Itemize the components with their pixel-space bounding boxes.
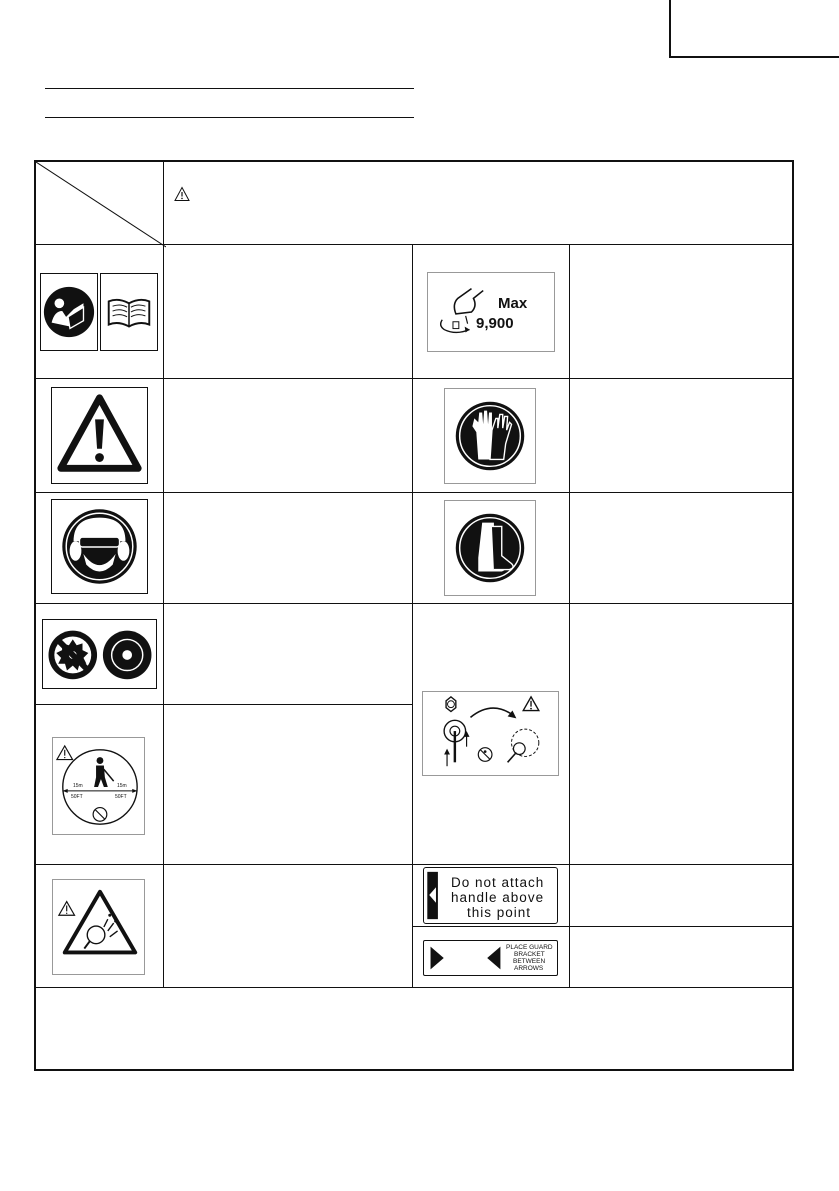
bystander-distance-icon: [52, 737, 145, 835]
row-divider: [412, 926, 793, 927]
title-rule-bottom: [45, 117, 414, 118]
distance-label-right-m: 15m: [117, 783, 127, 789]
row-divider: [35, 244, 793, 245]
distance-label-right-ft: 50FT: [115, 794, 127, 800]
row-divider: [35, 492, 793, 493]
section-title: [45, 92, 414, 112]
manual-book-icon: [100, 273, 158, 351]
handle-position-icon: [423, 867, 558, 924]
thrown-objects-icon: [52, 879, 145, 975]
distance-label-left-m: 15m: [73, 783, 83, 789]
guard-label-line1: PLACE GUARD: [506, 944, 553, 951]
col-divider: [163, 161, 164, 987]
head-protection-icon: [51, 499, 148, 594]
blade-symbols-box: [42, 619, 157, 689]
row-divider: [35, 704, 412, 705]
corner-tab: [669, 0, 839, 58]
rotation-check-icon: [422, 691, 559, 776]
warning-triangle-icon: [51, 387, 148, 484]
handle-label-line1: Do not attach: [451, 875, 545, 890]
handle-label-line2: handle above: [451, 890, 545, 905]
max-speed-icon: [427, 272, 555, 352]
guard-label-line3: BETWEEN: [513, 958, 546, 965]
guard-label-line2: BRACKET: [514, 951, 545, 958]
boots-icon: [444, 500, 536, 596]
guard-label-line4: ARROWS: [514, 965, 544, 972]
read-manual-icon: [40, 273, 98, 351]
row-divider: [35, 378, 793, 379]
warning-small-icon: [174, 186, 190, 202]
col-divider: [412, 244, 413, 987]
col-divider: [569, 244, 570, 987]
row-divider: [35, 603, 793, 604]
max-speed-value: 9,900: [476, 315, 514, 332]
max-speed-label: Max: [498, 295, 528, 312]
row-divider: [35, 987, 793, 988]
distance-label-left-ft: 50FT: [71, 794, 83, 800]
header-diagonal: [36, 162, 166, 248]
gloves-icon: [444, 388, 536, 484]
row-divider: [35, 864, 793, 865]
guard-bracket-icon: [423, 940, 558, 976]
handle-label-line3: this point: [467, 905, 532, 920]
title-rule-top: [45, 88, 414, 89]
no-saw-blade-icon: [43, 620, 156, 688]
